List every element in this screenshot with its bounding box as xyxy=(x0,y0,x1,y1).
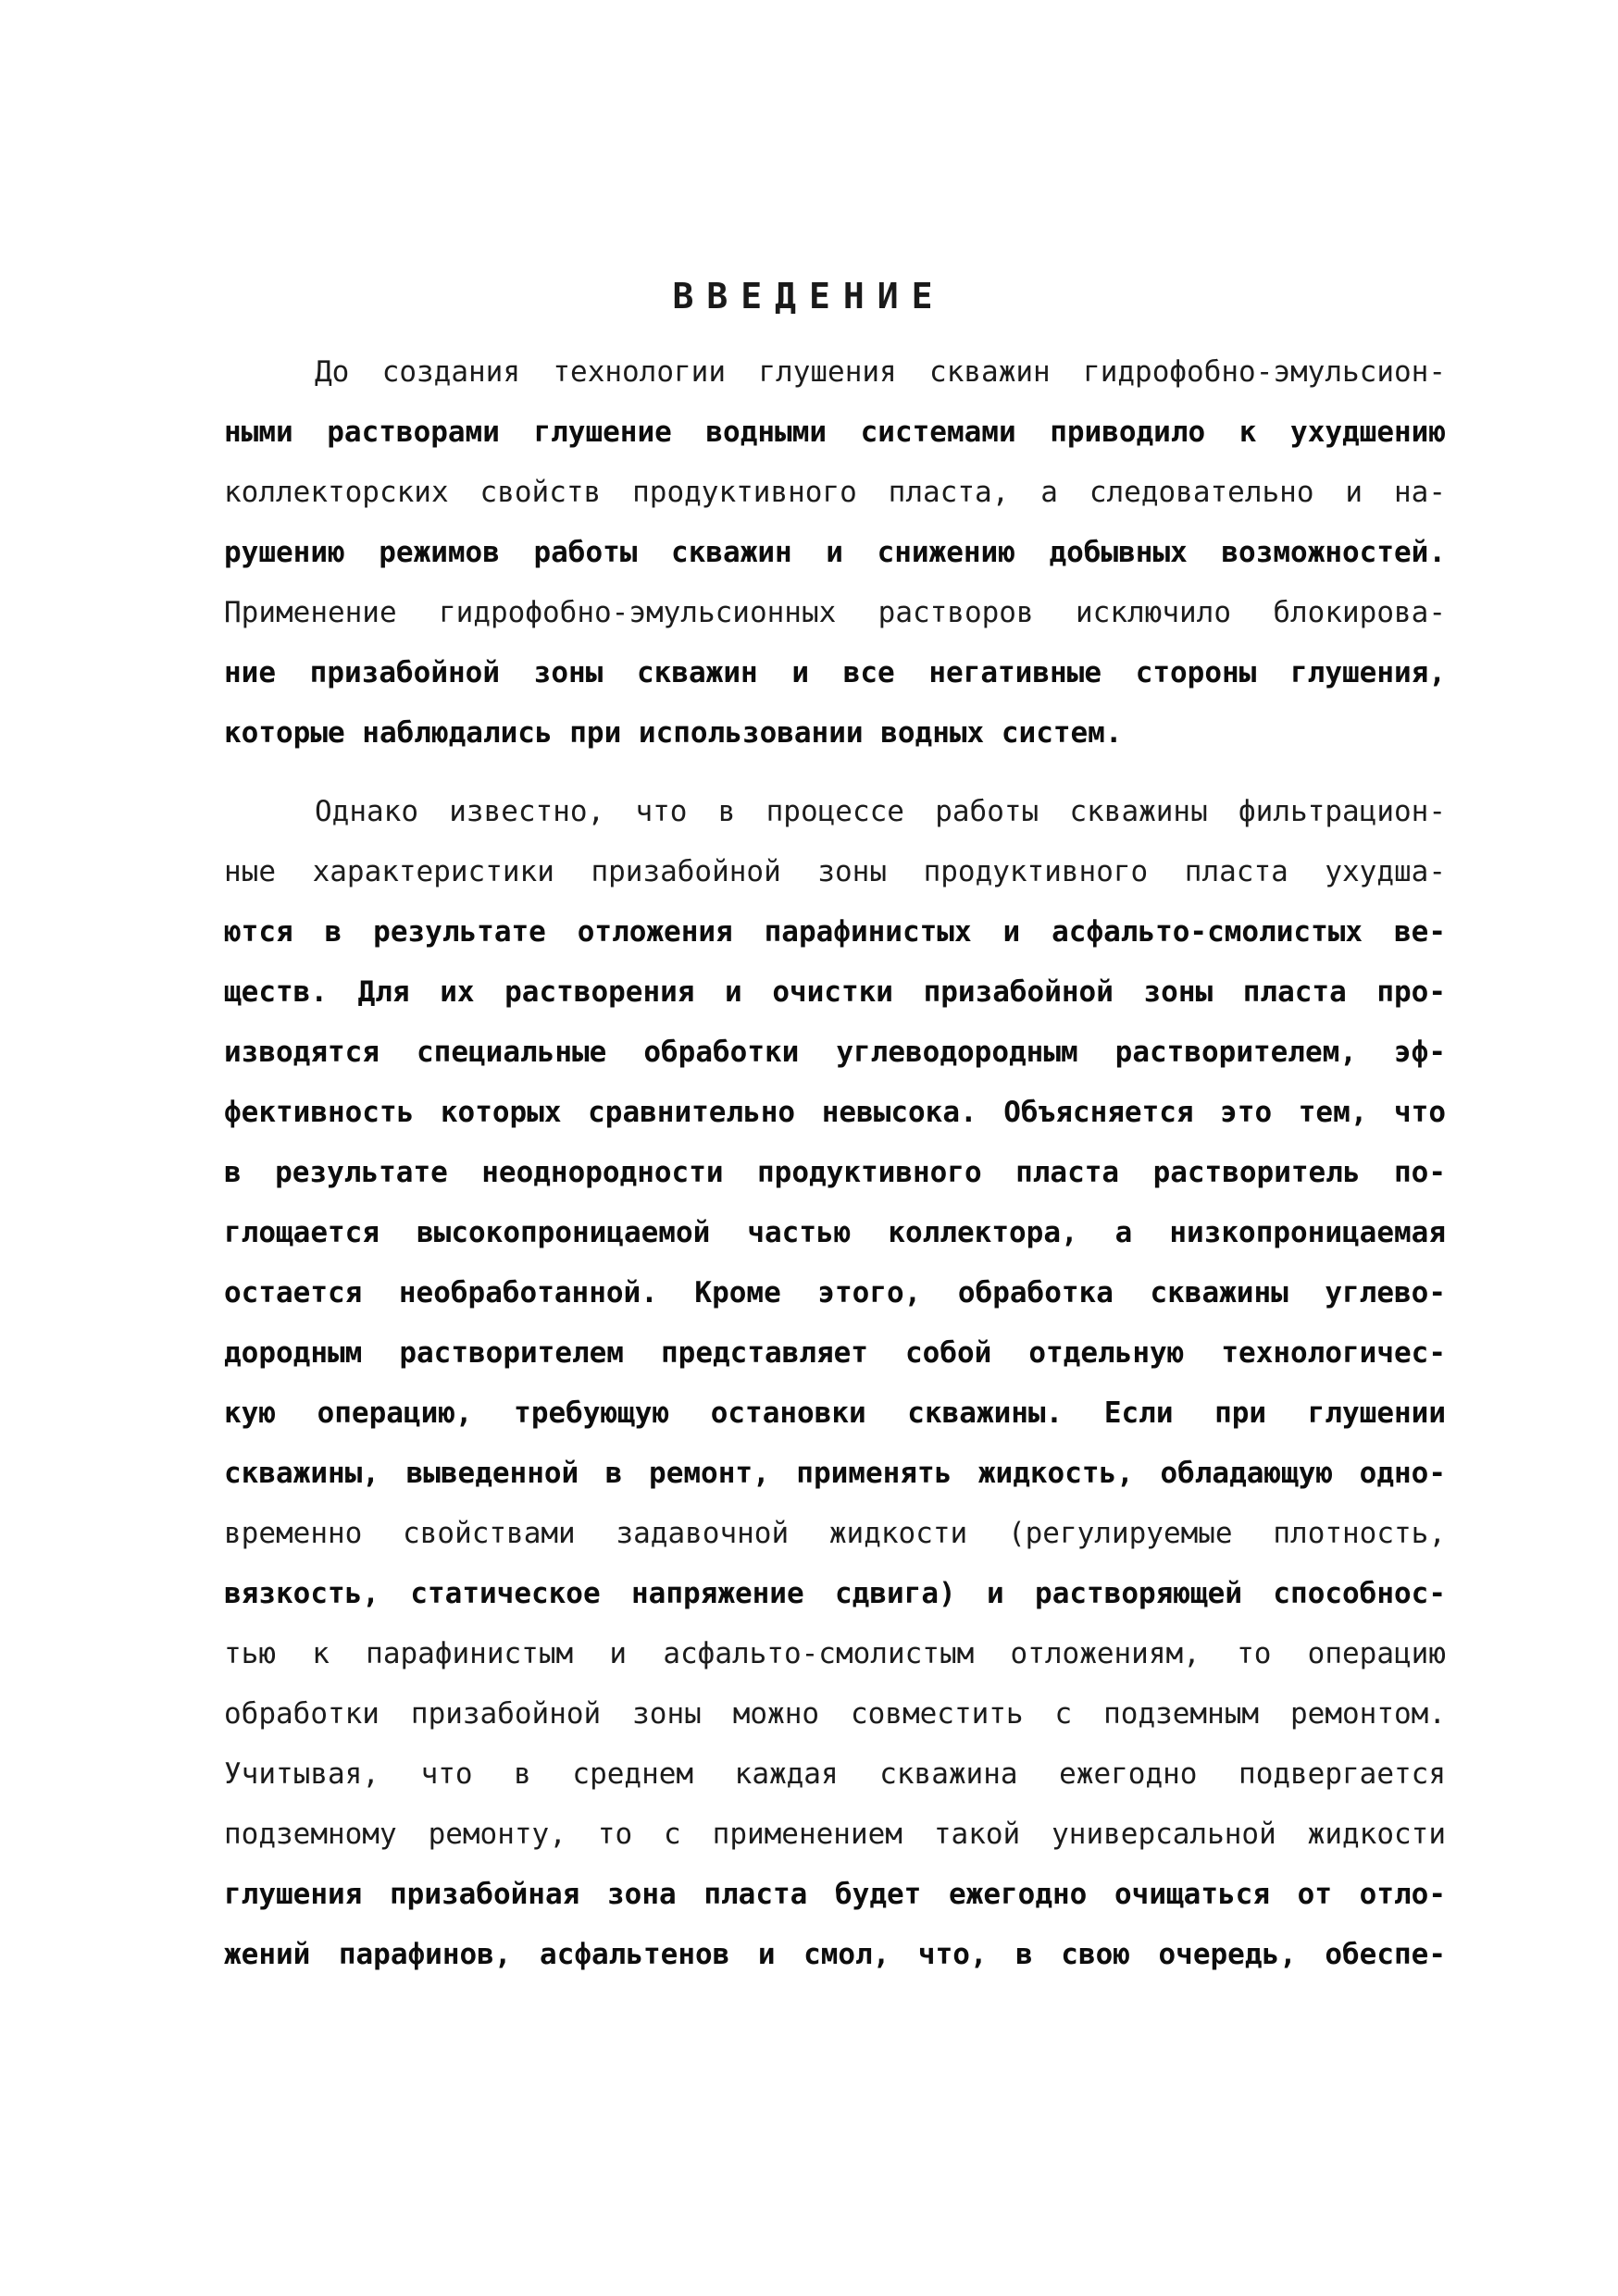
text-line: рушению режимов работы скважин и снижению добывных возможностей. xyxy=(224,536,1446,569)
text-line: подземному ремонту, то с применением такой универсальной жидкости xyxy=(224,1818,1446,1851)
text-line: До создания технологии глушения скважин гидрофобно-эмульсион- xyxy=(315,355,1446,389)
text-line: жений парафинов, асфальтенов и смол, что, в свою очередь, обеспе- xyxy=(224,1938,1446,1971)
text-line: фективность которых сравнительно невысока. Объясняется это тем, что xyxy=(224,1096,1446,1129)
text-line: ными растворами глушение водными системами приводило к ухудшению xyxy=(224,416,1446,449)
page-title: ВВЕДЕНИЕ xyxy=(672,276,946,316)
text-line: коллекторских свойств продуктивного пласта, а следовательно и на- xyxy=(224,476,1446,509)
text-line: изводятся специальные обработки углеводородным растворителем, эф- xyxy=(224,1036,1446,1069)
text-line: в результате неоднородности продуктивного пласта растворитель по- xyxy=(224,1156,1446,1189)
text-line: Учитывая, что в среднем каждая скважина ежегодно подвергается xyxy=(224,1757,1446,1791)
text-line: остается необработанной. Кроме этого, обработка скважины углево- xyxy=(224,1276,1446,1309)
text-line: глощается высокопроницаемой частью коллектора, а низкопроницаемая xyxy=(224,1216,1446,1249)
text-line: ются в результате отложения парафинистых и асфальто-смолистых ве- xyxy=(224,915,1446,949)
text-line: ществ. Для их растворения и очистки призабойной зоны пласта про- xyxy=(224,975,1446,1009)
text-line: кую операцию, требующую остановки скважины. Если при глушении xyxy=(224,1396,1446,1430)
text-line: Однако известно, что в процессе работы скважины фильтрацион- xyxy=(315,795,1446,828)
text-line: ние призабойной зоны скважин и все негативные стороны глушения, xyxy=(224,656,1446,689)
text-line: глушения призабойная зона пласта будет ежегодно очищаться от отло- xyxy=(224,1878,1446,1911)
text-line: дородным растворителем представляет собой отдельную технологичес- xyxy=(224,1336,1446,1370)
text-line: вязкость, статическое напряжение сдвига) и растворяющей способнос- xyxy=(224,1577,1446,1610)
text-line: Применение гидрофобно-эмульсионных растворов исключило блокирова- xyxy=(224,596,1446,629)
text-line: скважины, выведенной в ремонт, применять жидкость, обладающую одно- xyxy=(224,1457,1446,1490)
text-line: временно свойствами задавочной жидкости (регулируемые плотность, xyxy=(224,1517,1446,1550)
text-line: тью к парафинистым и асфальто-смолистым отложениям, то операцию xyxy=(224,1637,1446,1670)
text-line: обработки призабойной зоны можно совместить с подземным ремонтом. xyxy=(224,1697,1446,1731)
text-line: ные характеристики призабойной зоны продуктивного пласта ухудша- xyxy=(224,855,1446,888)
text-line: которые наблюдались при использовании водных систем. xyxy=(224,716,1123,750)
